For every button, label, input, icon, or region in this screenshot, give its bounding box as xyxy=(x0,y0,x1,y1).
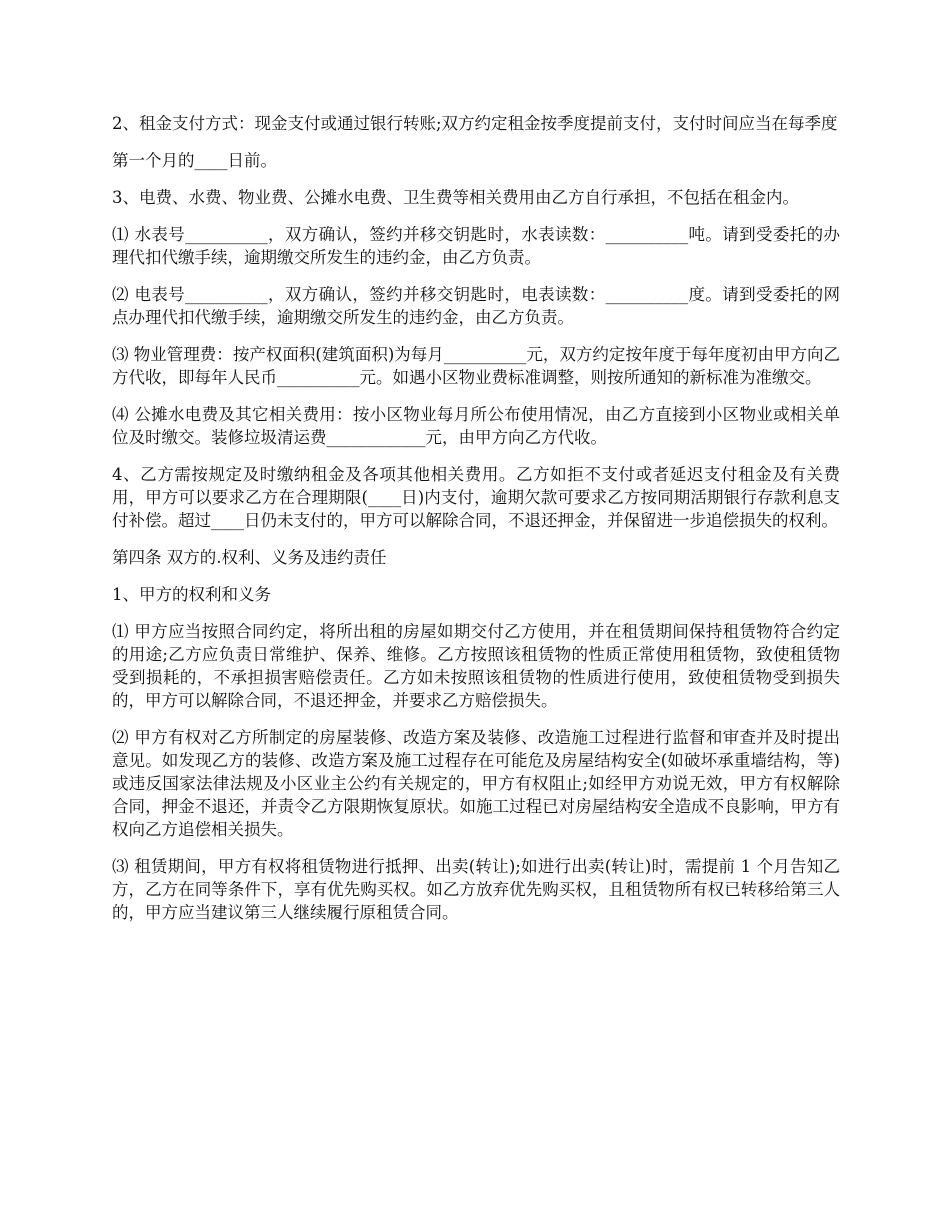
paragraph-party-a-supervision: ⑵ 甲方有权对乙方所制定的房屋装修、改造方案及装修、改造施工过程进行监督和审查并及时提出意见。如发现乙方的装修、改造方案及施工过程存在可能危及房屋结构安全(如破坏承重墙结构，等)或违反国家法律法规及小区业主公约有关规定的，甲方有权阻止;如经甲方劝说无效，甲方有权解除合同，押金不退还，并责令乙方限期恢复原状。如施工过程已对房屋结构安全造成不良影响，甲方有权向乙方追偿相关损失。 xyxy=(112,728,840,839)
paragraph-electric-meter: ⑵ 电表号__________，双方确认，签约并移交钥匙时，电表读数：__________度。请到受委托的网点办理代扣代缴手续，逾期缴交所发生的违约金，由乙方负责。 xyxy=(112,285,840,327)
paragraph-fees-responsibility: 3、电费、水费、物业费、公摊水电费、卫生费等相关费用由乙方自行承担，不包括在租金内。 xyxy=(112,188,799,207)
paragraph-payment-deadline: 第一个月的____日前。 xyxy=(112,151,277,170)
paragraph-party-a-transfer: ⑶ 租赁期间，甲方有权将租赁物进行抵押、出卖(转让);如进行出卖(转让)时，需提前 1 个月告知乙方，乙方在同等条件下，享有优先购买权。如乙方放弃优先购买权，且租赁物所有权已转移给第三人的，甲方应当建议第三人继续履行原租赁合同。 xyxy=(112,857,840,922)
section-heading-article-four: 第四条 双方的.权利、义务及违约责任 xyxy=(112,548,387,567)
paragraph-rent-payment-method: 2、租金支付方式：现金支付或通过银行转账;双方约定租金按季度提前支付，支付时间应当在每季度 xyxy=(112,114,838,133)
paragraph-party-a-delivery: ⑴ 甲方应当按照合同约定，将所出租的房屋如期交付乙方使用，并在租赁期间保持租赁物符合约定的用途;乙方应负责日常维护、保养、维修。乙方按照该租赁物的性质正常使用租赁物，致使租赁物受到损耗的，不承担损害赔偿责任。乙方如未按照该租赁物的性质进行使用，致使租赁物受到损失的，甲方可以解除合同，不退还押金，并要求乙方赔偿损失。 xyxy=(112,622,840,710)
paragraph-late-payment: 4、乙方需按规定及时缴纳租金及各项其他相关费用。乙方如拒不支付或者延迟支付租金及有关费用，甲方可以要求乙方在合理期限(____日)内支付，逾期欠款可要求乙方按同期活期银行存款利息支付补偿。超过____日仍未支付的，甲方可以解除合同，不退还押金，并保留进一步追偿损失的权利。 xyxy=(112,465,840,530)
paragraph-shared-utilities: ⑷ 公摊水电费及其它相关费用：按小区物业每月所公布使用情况，由乙方直接到小区物业或相关单位及时缴交。装修垃圾清运费____________元，由甲方向乙方代收。 xyxy=(112,405,840,447)
paragraph-property-fee: ⑶ 物业管理费：按产权面积(建筑面积)为每月__________元，双方约定按年度于每年度初由甲方向乙方代收，即每年人民币__________元。如遇小区物业费标准调整，则按所通知的新标准为准缴交。 xyxy=(112,345,840,387)
paragraph-water-meter: ⑴ 水表号__________，双方确认，签约并移交钥匙时，水表读数：__________吨。请到受委托的办理代扣代缴手续，逾期缴交所发生的违约金，由乙方负责。 xyxy=(112,225,840,267)
subheading-party-a-rights: 1、甲方的权利和义务 xyxy=(112,585,271,604)
document-body xyxy=(112,112,840,938)
